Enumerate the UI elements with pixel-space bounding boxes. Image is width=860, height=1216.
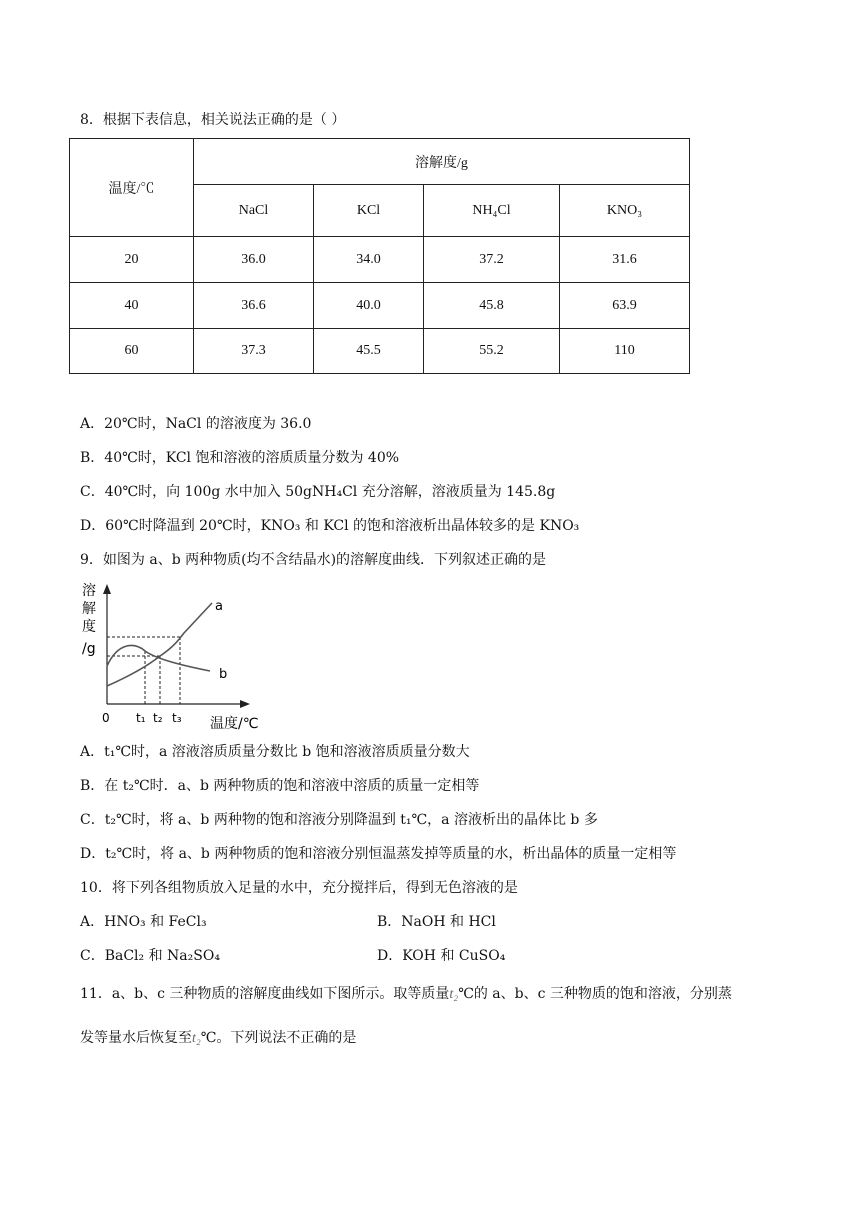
q10-stem: 10．将下列各组物质放入足量的水中，充分搅拌后，得到无色溶液的是 <box>80 880 518 896</box>
solubility-header: 溶解度/g <box>194 139 690 185</box>
value-cell: 36.0 <box>194 237 314 283</box>
t2-symbol: t₂ <box>192 1031 201 1046</box>
value-cell: 63.9 <box>560 283 690 329</box>
q11-line-1 <box>80 984 732 1005</box>
value-cell: 36.6 <box>194 283 314 329</box>
y-axis-arrow <box>103 584 111 594</box>
q11-line-2 <box>80 1028 356 1049</box>
origin-label: 0 <box>102 711 110 725</box>
value-cell: 37.3 <box>194 329 314 374</box>
solubility-curve-figure <box>80 578 270 734</box>
q11-text: ℃的 a、b、c 三种物质的饱和溶液，分别蒸 <box>458 986 732 1002</box>
value-cell: 45.8 <box>424 283 560 329</box>
curve-a-label: a <box>215 599 223 614</box>
table-row <box>70 283 690 329</box>
curve-b <box>107 645 210 671</box>
y-axis-label: 溶 <box>82 583 96 599</box>
q10-option-a[interactable]: A．HNO₃ 和 FeCl₃ <box>80 914 207 930</box>
value-cell: 55.2 <box>424 329 560 374</box>
value-cell: 110 <box>560 329 690 374</box>
q8-option-d[interactable]: D．60℃时降温到 20℃时，KNO₃ 和 KCl 的饱和溶液析出晶体较多的是 KNO₃ <box>80 518 580 534</box>
q8-stem: 8．根据下表信息，相关说法正确的是（ ） <box>80 112 346 128</box>
table-row <box>70 237 690 283</box>
q11-text: 发等量水后恢复至 <box>80 1030 192 1046</box>
y-axis-label: /g <box>82 641 96 657</box>
substance-header: KCl <box>314 185 424 237</box>
q9-option-b[interactable]: B．在 t₂℃时．a、b 两种物质的饱和溶液中溶质的质量一定相等 <box>80 778 480 794</box>
temp-header: 温度/℃ <box>70 139 194 237</box>
substance-header: KNO₃ <box>560 185 690 237</box>
q8-option-a[interactable]: A．20℃时，NaCl 的溶液度为 36.0 <box>80 416 312 432</box>
q9-option-c[interactable]: C．t₂℃时，将 a、b 两种物的饱和溶液分别降温到 t₁℃，a 溶液析出的晶体比 b 多 <box>80 812 598 828</box>
solubility-table <box>69 138 690 374</box>
temp-cell: 40 <box>70 283 194 329</box>
q8-option-b[interactable]: B．40℃时，KCl 饱和溶液的溶质质量分数为 40% <box>80 450 400 466</box>
tick-label-t3: t₃ <box>172 711 182 725</box>
value-cell: 37.2 <box>424 237 560 283</box>
value-cell: 34.0 <box>314 237 424 283</box>
tick-label-t1: t₁ <box>136 711 146 725</box>
substance-header: NH₄Cl <box>424 185 560 237</box>
temp-cell: 20 <box>70 237 194 283</box>
q8-option-c[interactable]: C．40℃时，向 100g 水中加入 50gNH₄Cl 充分溶解，溶液质量为 145.8g <box>80 484 556 500</box>
value-cell: 31.6 <box>560 237 690 283</box>
q10-option-d[interactable]: D．KOH 和 CuSO₄ <box>377 948 506 964</box>
y-axis-label: 解 <box>82 601 96 617</box>
q11-text: ℃。下列说法不正确的是 <box>200 1030 357 1046</box>
q10-option-c[interactable]: C．BaCl₂ 和 Na₂SO₄ <box>80 948 220 964</box>
substance-header: NaCl <box>194 185 314 237</box>
tick-label-t2: t₂ <box>153 711 163 725</box>
value-cell: 40.0 <box>314 283 424 329</box>
q9-stem: 9．如图为 a、b 两种物质(均不含结晶水)的溶解度曲线．下列叙述正确的是 <box>80 552 547 568</box>
q9-option-d[interactable]: D．t₂℃时，将 a、b 两种物质的饱和溶液分别恒温蒸发掉等质量的水，析出晶体的质量一定相等 <box>80 846 677 862</box>
q11-text: 11．a、b、c 三种物质的溶解度曲线如下图所示。取等质量 <box>80 986 450 1002</box>
q10-option-b[interactable]: B．NaOH 和 HCl <box>377 914 496 930</box>
x-axis-label: 温度/℃ <box>210 716 259 732</box>
curve-b-label: b <box>219 667 228 682</box>
t2-symbol: t₂ <box>449 987 459 1002</box>
x-axis-arrow <box>240 700 250 708</box>
q9-option-a[interactable]: A．t₁℃时，a 溶液溶质质量分数比 b 饱和溶液溶质质量分数大 <box>80 744 470 760</box>
y-axis-label: 度 <box>82 619 96 635</box>
value-cell: 45.5 <box>314 329 424 374</box>
temp-cell: 60 <box>70 329 194 374</box>
table-row <box>70 329 690 374</box>
